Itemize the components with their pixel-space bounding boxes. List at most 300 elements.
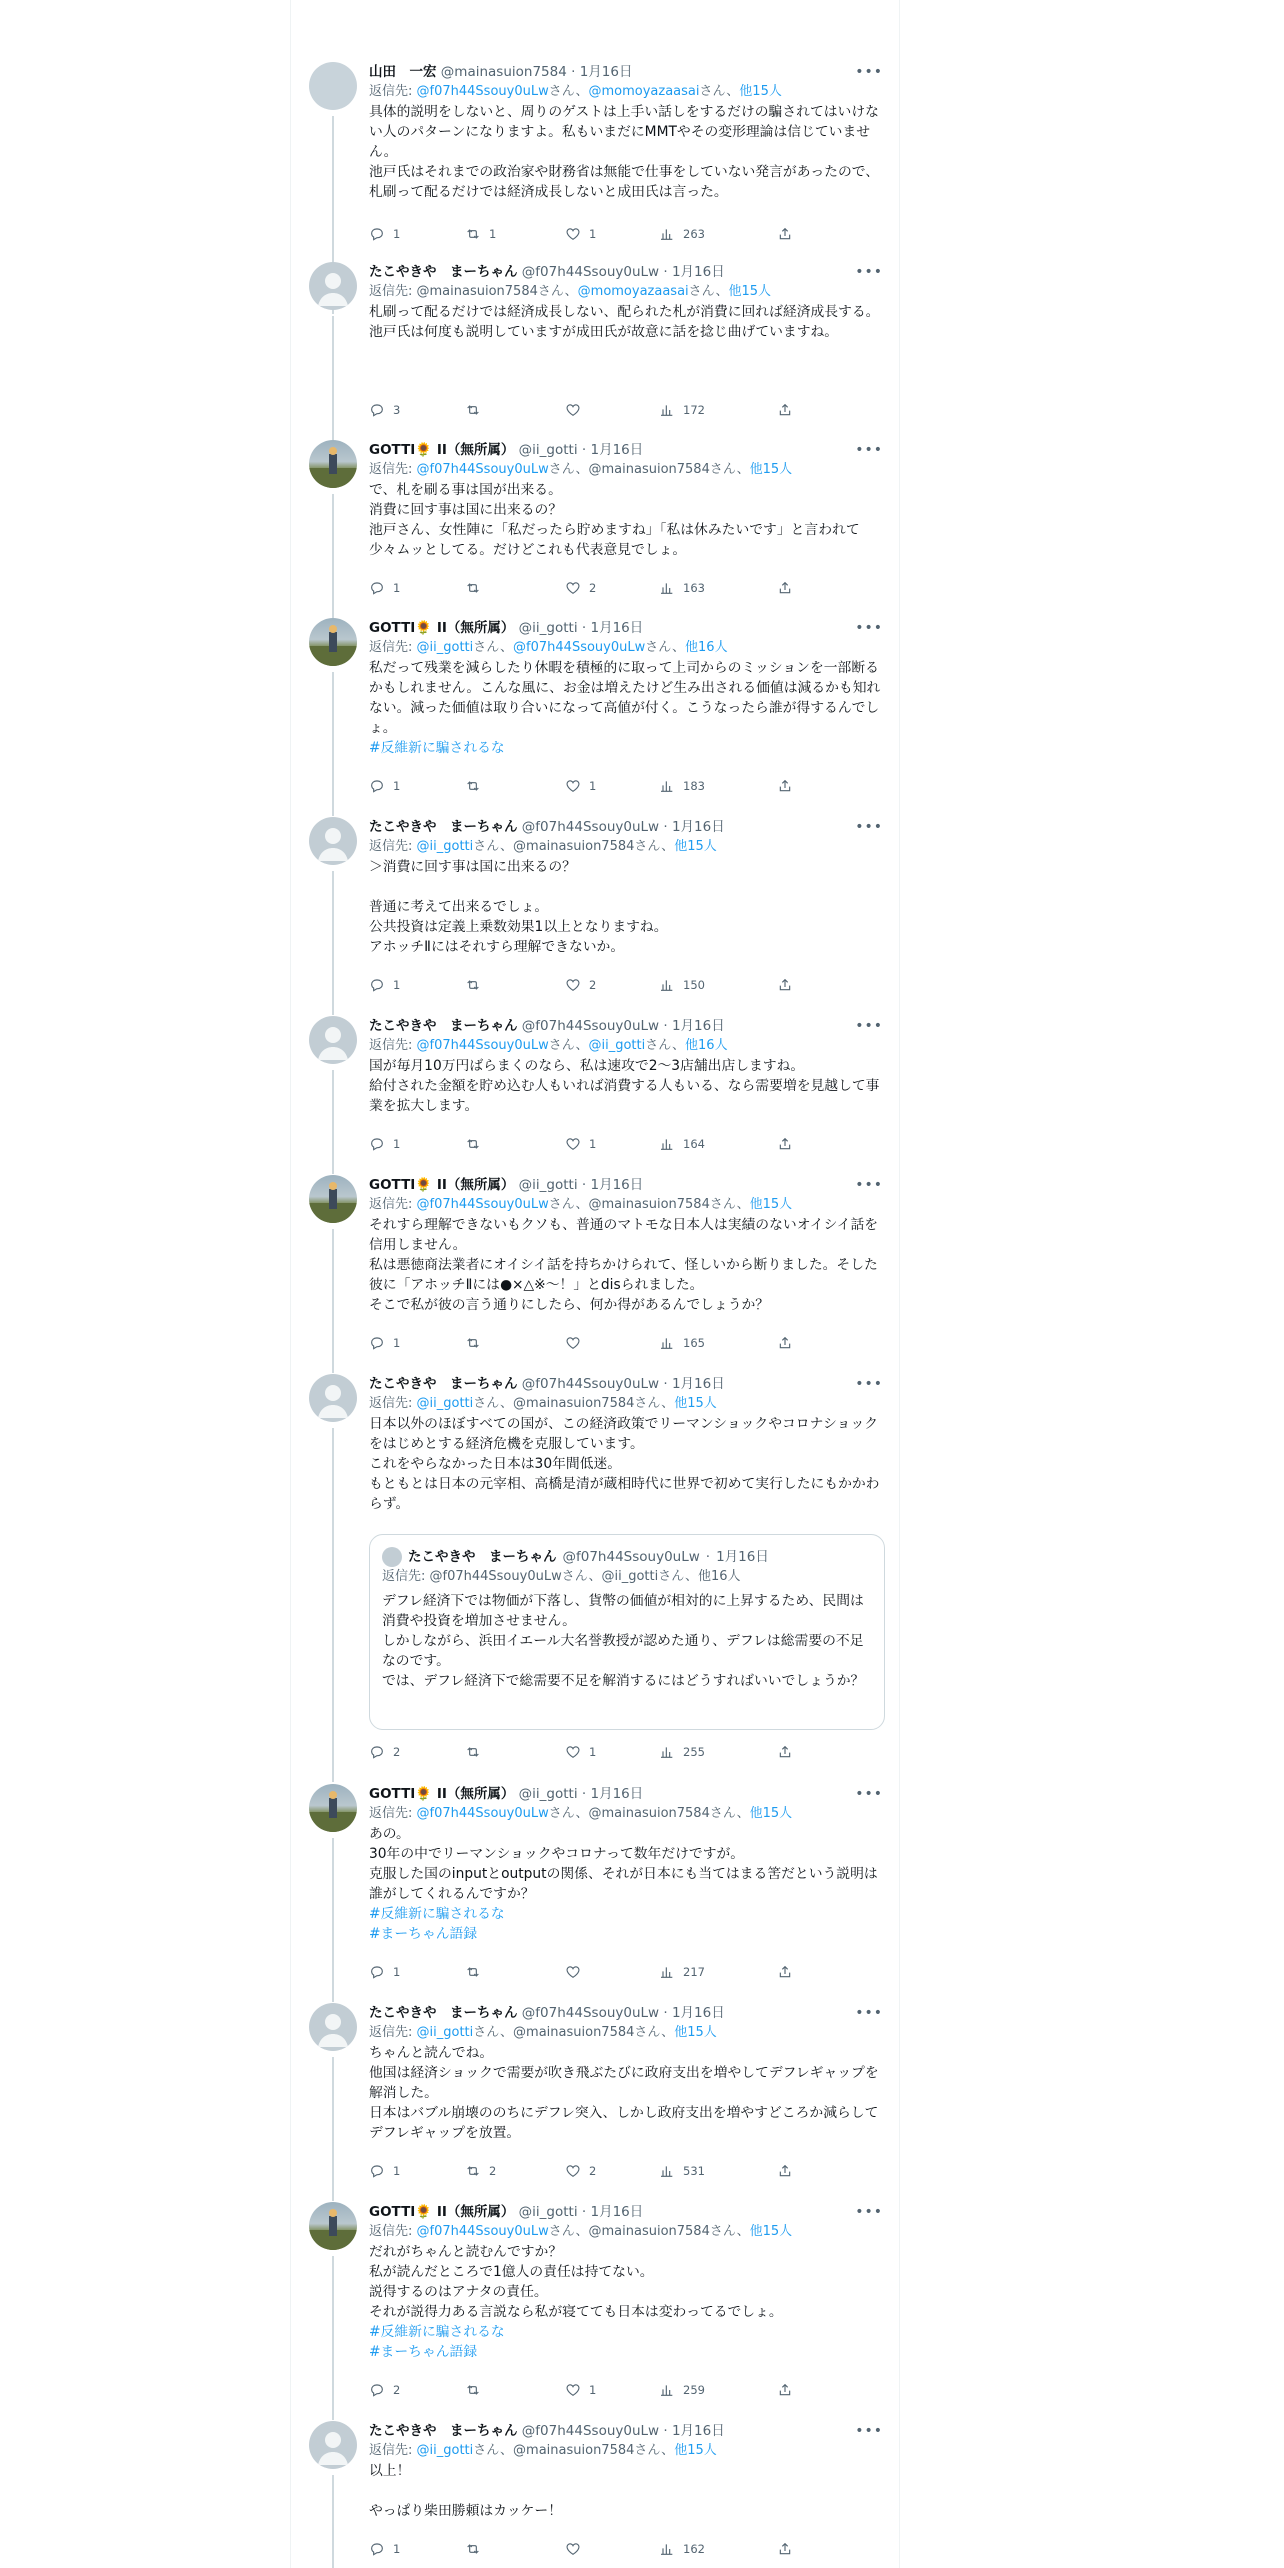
share-button[interactable]	[777, 1134, 793, 1154]
display-name[interactable]: たこやきや まーちゃん	[369, 819, 518, 835]
user-handle[interactable]: @ii_gotti	[518, 2204, 578, 2220]
hashtag-link[interactable]: #反維新に騙されるな	[369, 1906, 505, 1922]
retweet-icon	[465, 2541, 481, 2557]
avatar[interactable]	[309, 2003, 357, 2051]
heart-icon	[565, 226, 581, 242]
mention-link[interactable]: @f07h44Ssouy0uLw	[416, 462, 549, 477]
more-options-icon[interactable]: •••	[855, 2204, 883, 2220]
heart-icon	[565, 1335, 581, 1351]
tweet-text: それすら理解できないもクソも、普通のマトモな日本人は実績のないオイシイ話を信用しません。 私は悪徳商法業者にオイシイ話を持ちかけられて、怪しいから断りました。そした彼に「アホッチⅡには●×△※～！」とdisられました。 そこで私が彼の言う通りにしたら、何か得があるんでしょうか？	[369, 1217, 879, 1313]
reply-button[interactable]	[369, 975, 400, 995]
tweet-text: 札刷って配るだけでは経済成長しない、配られた札が消費に回れば経済成長する。 池戸氏は何度も説明していますが成田氏が故意に話を捻じ曲げていますね。	[369, 304, 880, 340]
others-link[interactable]: 他16人	[685, 640, 728, 655]
display-name[interactable]: たこやきや まーちゃん	[369, 1018, 518, 1034]
retweet-button[interactable]	[465, 1742, 489, 1762]
reply-to: 返信先: @mainasuion7584さん、@momoyazaasaiさん、他15人	[369, 284, 771, 299]
mention-link[interactable]: @momoyazaasai	[577, 284, 689, 299]
tweet-header	[369, 2421, 885, 2441]
action-bar	[369, 1333, 809, 1353]
action-bar	[369, 975, 809, 995]
views-button[interactable]	[659, 1333, 705, 1353]
avatar[interactable]	[309, 62, 357, 110]
avatar[interactable]	[309, 1016, 357, 1064]
reply-icon	[369, 226, 385, 242]
tweet-header	[369, 1175, 885, 1195]
reply-count: 2	[393, 2383, 401, 2397]
like-button[interactable]	[565, 975, 596, 995]
reply-button[interactable]	[369, 578, 400, 598]
hashtag-link[interactable]: #まーちゃん語録	[369, 1926, 478, 1942]
view-count: 150	[683, 978, 705, 992]
display-name[interactable]: GOTTI🌻 II（無所属）	[369, 1177, 515, 1193]
reply-label: 返信先:	[369, 2443, 417, 2458]
reply-to: 返信先: @ii_gottiさん、@mainasuion7584さん、他15人	[369, 2025, 717, 2040]
reply-count: 1	[393, 1137, 401, 1151]
quoted-tweet[interactable]	[369, 1534, 885, 1730]
mention-text[interactable]: @mainasuion7584	[513, 2443, 635, 2458]
mention-text[interactable]: @mainasuion7584	[416, 284, 538, 299]
reply-label: 返信先:	[369, 640, 417, 655]
more-options-icon[interactable]: •••	[855, 442, 883, 458]
tweet-header	[369, 440, 885, 460]
retweet-count: 2	[489, 2164, 497, 2178]
reply-icon	[369, 778, 385, 794]
user-handle[interactable]: @ii_gotti	[518, 1786, 578, 1802]
hashtag-link[interactable]: #反維新に騙されるな	[369, 2324, 505, 2340]
like-button[interactable]	[565, 224, 596, 244]
mention-link[interactable]: @f07h44Ssouy0uLw	[416, 1197, 549, 1212]
share-button[interactable]	[777, 2380, 793, 2400]
view-count: 263	[683, 227, 705, 241]
reply-icon	[369, 977, 385, 993]
reply-to: 返信先: @ii_gottiさん、@mainasuion7584さん、他15人	[369, 2443, 717, 2458]
mention-text[interactable]: @mainasuion7584	[588, 462, 710, 477]
views-button[interactable]	[659, 224, 705, 244]
reply-to: 返信先: @ii_gottiさん、@mainasuion7584さん、他15人	[369, 1396, 717, 1411]
tweet-header	[369, 817, 885, 837]
user-handle[interactable]: @f07h44Ssouy0uLw	[521, 1018, 660, 1034]
action-bar	[369, 776, 809, 796]
heart-icon	[565, 2541, 581, 2557]
separator-dot: ·	[581, 442, 587, 458]
mention-text[interactable]: @mainasuion7584	[513, 1396, 635, 1411]
mention-link[interactable]: @f07h44Ssouy0uLw	[416, 1038, 549, 1053]
default-profile-icon	[309, 817, 357, 865]
others-link[interactable]: 他16人	[685, 1038, 728, 1053]
tweet-date[interactable]: 1月16日	[590, 1786, 644, 1802]
others-link[interactable]: 他15人	[749, 2224, 793, 2239]
reply-label: 返信先:	[369, 839, 417, 854]
reply-label: 返信先:	[369, 462, 417, 477]
others-link[interactable]: 他15人	[674, 2025, 717, 2040]
heart-icon	[565, 977, 581, 993]
share-button[interactable]	[777, 1742, 793, 1762]
views-button[interactable]	[659, 578, 705, 598]
like-count: 2	[589, 581, 597, 595]
action-bar	[369, 2380, 809, 2400]
tweet-date[interactable]: 1月16日	[590, 620, 644, 636]
retweet-button[interactable]	[465, 2380, 489, 2400]
tweet-header	[369, 2003, 885, 2023]
tweet-text: で、札を刷る事は国が出来る。 消費に回す事は国に出来るの？ 池戸さん、女性陣に「私だったら貯めますね」「私は休みたいです」と言われて少々ムッとしてる。だけどこれも代表意見でしょ。	[369, 482, 860, 558]
avatar[interactable]	[309, 618, 357, 666]
display-name[interactable]: 山田 一宏	[369, 64, 437, 80]
views-button[interactable]	[659, 1742, 705, 1762]
user-handle[interactable]: @f07h44Ssouy0uLw	[521, 2423, 660, 2439]
like-count: 2	[589, 2164, 597, 2178]
mention-link[interactable]: @ii_gotti	[416, 2443, 474, 2458]
more-options-icon[interactable]: •••	[855, 264, 883, 280]
view-count: 164	[683, 1137, 705, 1151]
mention-link[interactable]: @ii_gotti	[416, 1396, 474, 1411]
views-button[interactable]	[659, 975, 705, 995]
retweet-icon	[465, 2163, 481, 2179]
separator-dot: ·	[663, 2423, 668, 2439]
like-button[interactable]	[565, 1962, 589, 1982]
reply-icon	[369, 2163, 385, 2179]
user-handle[interactable]: @f07h44Ssouy0uLw	[521, 819, 660, 835]
profile-photo-icon	[309, 440, 357, 488]
reply-button[interactable]	[369, 2539, 400, 2559]
retweet-button[interactable]	[465, 776, 489, 796]
hashtag-link[interactable]: #まーちゃん語録	[369, 2344, 478, 2360]
reply-to: 返信先: @f07h44Ssouy0uLwさん、@ii_gottiさん、他16人	[382, 1569, 741, 1584]
mention-link[interactable]: @ii_gotti	[416, 2025, 474, 2040]
separator-dot: ·	[705, 1549, 711, 1565]
display-name[interactable]: たこやきや まーちゃん	[369, 2423, 518, 2439]
reply-label: 返信先:	[369, 2025, 417, 2040]
heart-icon	[565, 1744, 581, 1760]
reply-label: 返信先:	[369, 1038, 417, 1053]
retweet-button[interactable]	[465, 578, 489, 598]
tweet-text: ＞消費に回す事は国に出来るの？ 普通に考えて出来るでしょ。 公共投資は定義上乗数効果1以上となりますね。 アホッチⅡにはそれすら理解できないか。	[369, 859, 668, 955]
user-handle[interactable]: @ii_gotti	[518, 1177, 578, 1193]
others-link[interactable]: 他15人	[739, 84, 782, 99]
share-button[interactable]	[777, 400, 793, 420]
action-bar	[369, 224, 809, 244]
others-link[interactable]: 他15人	[749, 462, 793, 477]
mention-text[interactable]: @mainasuion7584	[588, 1197, 710, 1212]
like-button[interactable]	[565, 578, 596, 598]
user-handle[interactable]: @mainasuion7584	[440, 64, 567, 80]
reply-label: 返信先:	[369, 2224, 417, 2239]
user-handle[interactable]: @ii_gotti	[518, 442, 578, 458]
views-button[interactable]	[659, 2539, 705, 2559]
reply-count: 1	[393, 978, 401, 992]
separator-dot: ·	[663, 1018, 668, 1034]
share-button[interactable]	[777, 224, 793, 244]
user-handle[interactable]: @f07h44Ssouy0uLw	[521, 1376, 660, 1392]
tweet-date[interactable]: 1月16日	[590, 2204, 644, 2220]
retweet-button[interactable]	[465, 975, 489, 995]
reply-count: 1	[393, 581, 401, 595]
thread-line	[332, 2057, 334, 2201]
avatar[interactable]	[309, 2421, 357, 2469]
share-button[interactable]	[777, 2161, 793, 2181]
timeline-column	[290, 0, 900, 2568]
share-icon	[777, 1744, 793, 1760]
tweet-date[interactable]: 1月16日	[671, 819, 725, 835]
analytics-icon	[659, 226, 675, 242]
retweet-icon	[465, 1335, 481, 1351]
more-options-icon[interactable]: •••	[855, 2005, 883, 2021]
tweet-date[interactable]: 1月16日	[671, 1376, 725, 1392]
like-button[interactable]	[565, 1333, 589, 1353]
retweet-button[interactable]	[465, 224, 496, 244]
like-button[interactable]	[565, 776, 596, 796]
others-link[interactable]: 他15人	[728, 284, 771, 299]
separator-dot: ·	[571, 64, 576, 80]
tweet-date[interactable]: 1月16日	[671, 264, 725, 280]
analytics-icon	[659, 1335, 675, 1351]
tweet-date[interactable]: 1月16日	[590, 442, 644, 458]
profile-photo-icon	[309, 1175, 357, 1223]
heart-icon	[565, 580, 581, 596]
view-count: 531	[683, 2164, 705, 2178]
retweet-button[interactable]	[465, 2161, 496, 2181]
reply-count: 3	[393, 403, 401, 417]
like-count: 1	[589, 779, 597, 793]
mention-link[interactable]: @momoyazaasai	[588, 84, 700, 99]
tweet-text: 以上！ やっぱり柴田勝頼はカッケー！	[369, 2463, 563, 2519]
mention-link[interactable]: @f07h44Ssouy0uLw	[416, 84, 549, 99]
mention-link[interactable]: @f07h44Ssouy0uLw	[416, 2224, 549, 2239]
others-link[interactable]: 他15人	[749, 1806, 793, 1821]
heart-icon	[565, 778, 581, 794]
tweet-text: 日本以外のほぼすべての国が、この経済政策でリーマンショックやコロナショックをはじめとする経済危機を克服しています。 これをやらなかった日本は30年間低迷。 もともとは日本の元宰相、高橋是清が蔵相時代に世界で初めて実行したにもかかわらず。	[369, 1416, 880, 1512]
more-options-icon[interactable]: •••	[855, 1376, 883, 1392]
retweet-button[interactable]	[465, 1962, 489, 1982]
tweet-text: 国が毎月10万円ばらまくのなら、私は速攻で2～3店舗出店しますね。 給付された金額を貯め込む人もいれば消費する人もいる、なら需要増を見越して事業を拡大します。	[369, 1058, 880, 1114]
retweet-icon	[465, 402, 481, 418]
display-name[interactable]: GOTTI🌻 II（無所属）	[369, 1786, 515, 1802]
tweet-text: 具体的説明をしないと、周りのゲストは上手い話しをするだけの騙されてはいけない人のパターンになりますよ。私もいまだにMMTやその変形理論は信じていません。 池戸氏はそれまでの政治家や財務省は無能で仕事をしていない発言があったので、札刷って配るだけでは経済成長しないと成田氏は言った。	[369, 104, 880, 200]
view-count: 163	[683, 581, 705, 595]
thread-line	[332, 1229, 334, 1373]
retweet-button[interactable]	[465, 2539, 489, 2559]
action-bar	[369, 1742, 809, 1762]
avatar[interactable]	[309, 262, 357, 310]
tweet-header	[369, 1784, 885, 1804]
display-name[interactable]: たこやきや まーちゃん	[369, 264, 518, 280]
reply-button[interactable]	[369, 1962, 400, 1982]
mention-text[interactable]: @mainasuion7584	[513, 839, 635, 854]
retweet-icon	[465, 778, 481, 794]
share-icon	[777, 2541, 793, 2557]
like-button[interactable]	[565, 400, 589, 420]
retweet-button[interactable]	[465, 1134, 489, 1154]
share-button[interactable]	[777, 1962, 793, 1982]
views-button[interactable]	[659, 2161, 705, 2181]
others-link[interactable]: 他15人	[674, 839, 717, 854]
more-options-icon[interactable]: •••	[855, 819, 883, 835]
avatar[interactable]	[309, 1784, 357, 1832]
retweet-icon	[465, 1136, 481, 1152]
reply-button[interactable]	[369, 2380, 400, 2400]
share-button[interactable]	[777, 578, 793, 598]
others-link[interactable]: 他15人	[674, 1396, 717, 1411]
reply-button[interactable]	[369, 400, 400, 420]
like-button[interactable]	[565, 2161, 596, 2181]
more-options-icon[interactable]: •••	[855, 2423, 883, 2439]
mention-text[interactable]: @mainasuion7584	[513, 2025, 635, 2040]
display-name[interactable]: たこやきや まーちゃん	[369, 2005, 518, 2021]
share-button[interactable]	[777, 975, 793, 995]
retweet-icon	[465, 1744, 481, 1760]
thread-line	[332, 2475, 334, 2568]
thread-line	[332, 1428, 334, 1782]
display-name[interactable]: たこやきや まーちゃん	[369, 1376, 518, 1392]
heart-icon	[565, 2163, 581, 2179]
analytics-icon	[659, 1136, 675, 1152]
tweet-date[interactable]: 1月16日	[671, 1018, 725, 1034]
thread-line	[332, 494, 334, 618]
like-button[interactable]	[565, 2539, 589, 2559]
share-icon	[777, 2382, 793, 2398]
avatar[interactable]	[309, 1374, 357, 1422]
mention-text[interactable]: @mainasuion7584	[588, 2224, 710, 2239]
like-button[interactable]	[565, 1742, 596, 1762]
reply-to: 返信先: @f07h44Ssouy0uLwさん、@mainasuion7584さん、他15人	[369, 1806, 793, 1821]
action-bar	[369, 2539, 809, 2559]
analytics-icon	[659, 2382, 675, 2398]
action-bar	[369, 1134, 809, 1154]
share-icon	[777, 1964, 793, 1980]
retweet-icon	[465, 977, 481, 993]
display-name[interactable]: GOTTI🌻 II（無所属）	[369, 442, 515, 458]
like-count: 1	[589, 227, 597, 241]
share-icon	[777, 778, 793, 794]
view-count: 183	[683, 779, 705, 793]
views-button[interactable]	[659, 1962, 705, 1982]
reply-icon	[369, 1335, 385, 1351]
tweet-text: 私だって残業を減らしたり休暇を積極的に取って上司からのミッションを一部断るかもしれません。こんな風に、お金は増えたけど生み出される価値は減るかも知れない。減った価値は取り合いになって高値が付く。こうなったら誰が得するんでしょ。	[369, 660, 881, 736]
user-handle[interactable]: @f07h44Ssouy0uLw	[521, 264, 660, 280]
mention-link[interactable]: @ii_gotti	[588, 1038, 646, 1053]
mention-link[interactable]: @ii_gotti	[416, 640, 474, 655]
action-bar	[369, 400, 809, 420]
tweet-date[interactable]: 1月16日	[671, 2423, 725, 2439]
reply-button[interactable]	[369, 1742, 400, 1762]
tweet-date[interactable]: 1月16日	[590, 1177, 644, 1193]
view-count: 165	[683, 1336, 705, 1350]
reply-label: 返信先:	[369, 1806, 417, 1821]
profile-photo-icon	[309, 1784, 357, 1832]
analytics-icon	[659, 2163, 675, 2179]
tweet-header	[369, 1374, 885, 1394]
reply-count: 1	[393, 227, 401, 241]
more-options-icon[interactable]: •••	[855, 1018, 883, 1034]
share-icon	[777, 1335, 793, 1351]
reply-button[interactable]	[369, 2161, 400, 2181]
share-icon	[777, 226, 793, 242]
more-options-icon[interactable]: •••	[855, 620, 883, 636]
heart-icon	[565, 2382, 581, 2398]
hashtag-link[interactable]: #反維新に騙されるな	[369, 740, 505, 756]
thread-line	[332, 1838, 334, 2002]
reply-button[interactable]	[369, 1134, 400, 1154]
reply-label: 返信先:	[369, 1197, 417, 1212]
reply-button[interactable]	[369, 1333, 400, 1353]
user-handle[interactable]: @f07h44Ssouy0uLw	[521, 2005, 660, 2021]
display-name[interactable]: GOTTI🌻 II（無所属）	[369, 2204, 515, 2220]
mention-text[interactable]: @mainasuion7584	[588, 1806, 710, 1821]
others-link[interactable]: 他15人	[749, 1197, 793, 1212]
view-count: 162	[683, 2542, 705, 2556]
mention-link[interactable]: @ii_gotti	[416, 839, 474, 854]
display-name[interactable]: GOTTI🌻 II（無所属）	[369, 620, 515, 636]
tweet-header	[369, 62, 885, 82]
user-handle[interactable]: @ii_gotti	[518, 620, 578, 636]
reply-label: 返信先:	[369, 284, 417, 299]
analytics-icon	[659, 1964, 675, 1980]
more-options-icon[interactable]: •••	[855, 1786, 883, 1802]
reply-icon	[369, 1136, 385, 1152]
mention-link[interactable]: @f07h44Ssouy0uLw	[513, 640, 646, 655]
reply-icon	[369, 402, 385, 418]
like-count: 1	[589, 1745, 597, 1759]
analytics-icon	[659, 977, 675, 993]
retweet-button[interactable]	[465, 1333, 489, 1353]
reply-count: 1	[393, 2542, 401, 2556]
profile-photo-icon	[309, 2202, 357, 2250]
views-button[interactable]	[659, 776, 705, 796]
retweet-button[interactable]	[465, 400, 489, 420]
avatar[interactable]	[309, 817, 357, 865]
heart-icon	[565, 1964, 581, 1980]
analytics-icon	[659, 778, 675, 794]
separator-dot: ·	[663, 819, 668, 835]
reply-button[interactable]	[369, 776, 400, 796]
analytics-icon	[659, 1744, 675, 1760]
tweet-header	[369, 618, 885, 638]
reply-icon	[369, 2541, 385, 2557]
avatar[interactable]	[309, 440, 357, 488]
avatar[interactable]	[309, 1175, 357, 1223]
others-link[interactable]: 他15人	[674, 2443, 717, 2458]
mention-link[interactable]: @f07h44Ssouy0uLw	[416, 1806, 549, 1821]
views-button[interactable]	[659, 400, 705, 420]
separator-dot: ·	[663, 264, 668, 280]
reply-icon	[369, 2382, 385, 2398]
reply-count: 1	[393, 1965, 401, 1979]
more-options-icon[interactable]: •••	[855, 1177, 883, 1193]
tweet-date[interactable]: 1月16日	[671, 2005, 725, 2021]
share-button[interactable]	[777, 2539, 793, 2559]
more-options-icon[interactable]: •••	[855, 64, 883, 80]
tweet-header	[369, 262, 885, 282]
share-button[interactable]	[777, 776, 793, 796]
share-button[interactable]	[777, 1333, 793, 1353]
separator-dot: ·	[581, 1177, 587, 1193]
reply-button[interactable]	[369, 224, 400, 244]
separator-dot: ·	[581, 620, 587, 636]
profile-photo-icon	[309, 618, 357, 666]
like-button[interactable]	[565, 1134, 596, 1154]
views-button[interactable]	[659, 2380, 705, 2400]
reply-to: 返信先: @f07h44Ssouy0uLwさん、@momoyazaasaiさん、他15人	[369, 84, 782, 99]
like-button[interactable]	[565, 2380, 596, 2400]
thread-line	[332, 316, 334, 440]
default-profile-icon	[309, 262, 357, 310]
reply-icon	[369, 1964, 385, 1980]
reply-count: 1	[393, 2164, 401, 2178]
tweet-date[interactable]: 1月16日	[579, 64, 633, 80]
share-icon	[777, 580, 793, 596]
quoted-tweet-header	[382, 1547, 872, 1567]
avatar[interactable]	[309, 2202, 357, 2250]
views-button[interactable]	[659, 1134, 705, 1154]
